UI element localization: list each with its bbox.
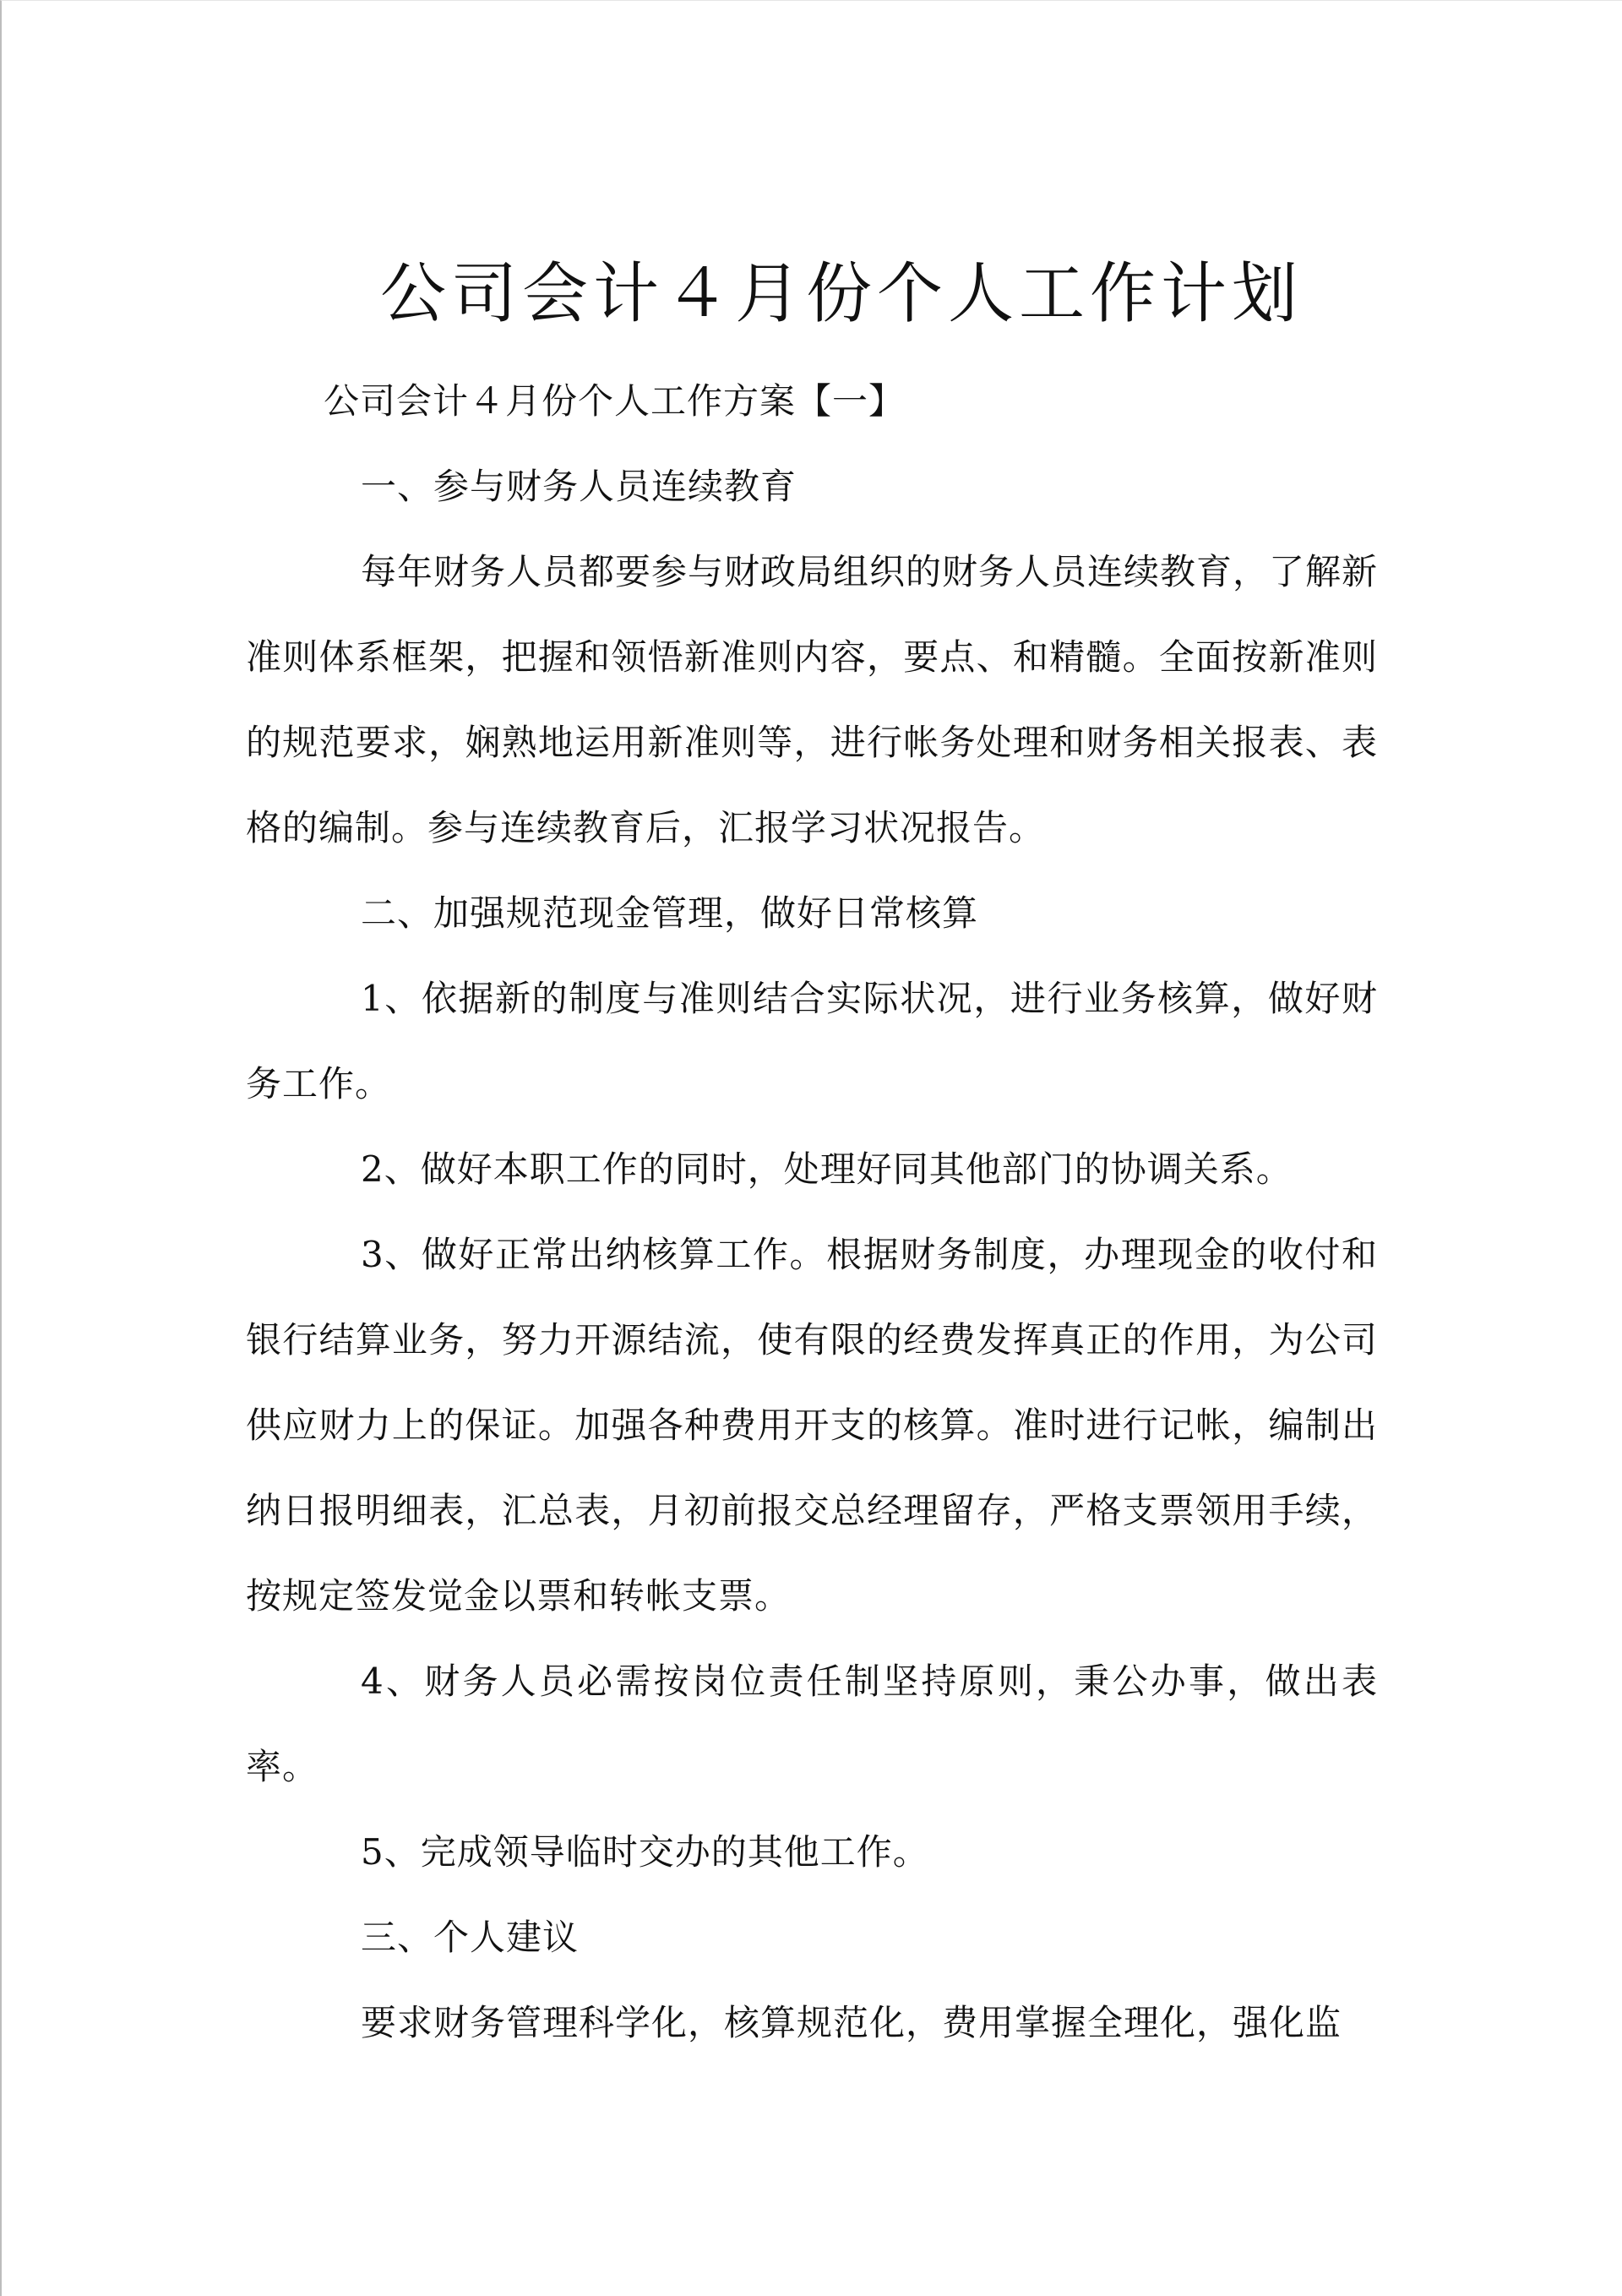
document-title: 公司会计４月份个人工作计划 [379, 256, 1303, 332]
paragraph: 要求财务管理科学化，核算规范化，费用掌握全理化，强化监 [361, 2002, 1342, 2043]
document-subtitle: 公司会计４月份个人工作方案【一】 [324, 380, 906, 422]
list-item-5: 5、完成领导临时交办的其他工作。 [361, 1831, 929, 1873]
section-heading-1: 一、参与财务人员连续教育 [361, 466, 797, 507]
section-heading-3: 三、个人建议 [361, 1917, 580, 1958]
section-heading-2: 二、加强规范现金管理，做好日常核算 [361, 892, 979, 934]
list-item-3: 3、做好正常出纳核算工作。根据财务制度，办理现金的收付和银行结算业务，努力开源结流，使有限的经费发挥真正的作用，为公司供应财力上的保证。加强各种费用开支的核算。准时进行记帐，编制出纳日报明细表，汇总表，月初前报交总经理留存，严格支票领用手续，按规定签发觉金以票和转帐支票。 [246, 1234, 1378, 1617]
list-item-1: 1、依据新的制度与准则结合实际状况，进行业务核算，做好财务工作。 [246, 978, 1378, 1104]
document-body [246, 243, 1378, 2065]
list-item-2: 2、做好本职工作的同时，处理好同其他部门的协调关系。 [361, 1148, 1293, 1190]
paragraph: 每年财务人员都要参与财政局组织的财务人员连续教育，了解新准则体系框架，把握和领悟新准则内容，要点、和精髓。全面按新准则的规范要求，娴熟地运用新准则等，进行帐务处理和财务相关报表、表格的编制。参与连续教育后，汇报学习状况报告。 [246, 551, 1379, 848]
list-item-4: 4、财务人员必需按岗位责任制坚持原则，秉公办事，做出表率。 [246, 1661, 1378, 1787]
